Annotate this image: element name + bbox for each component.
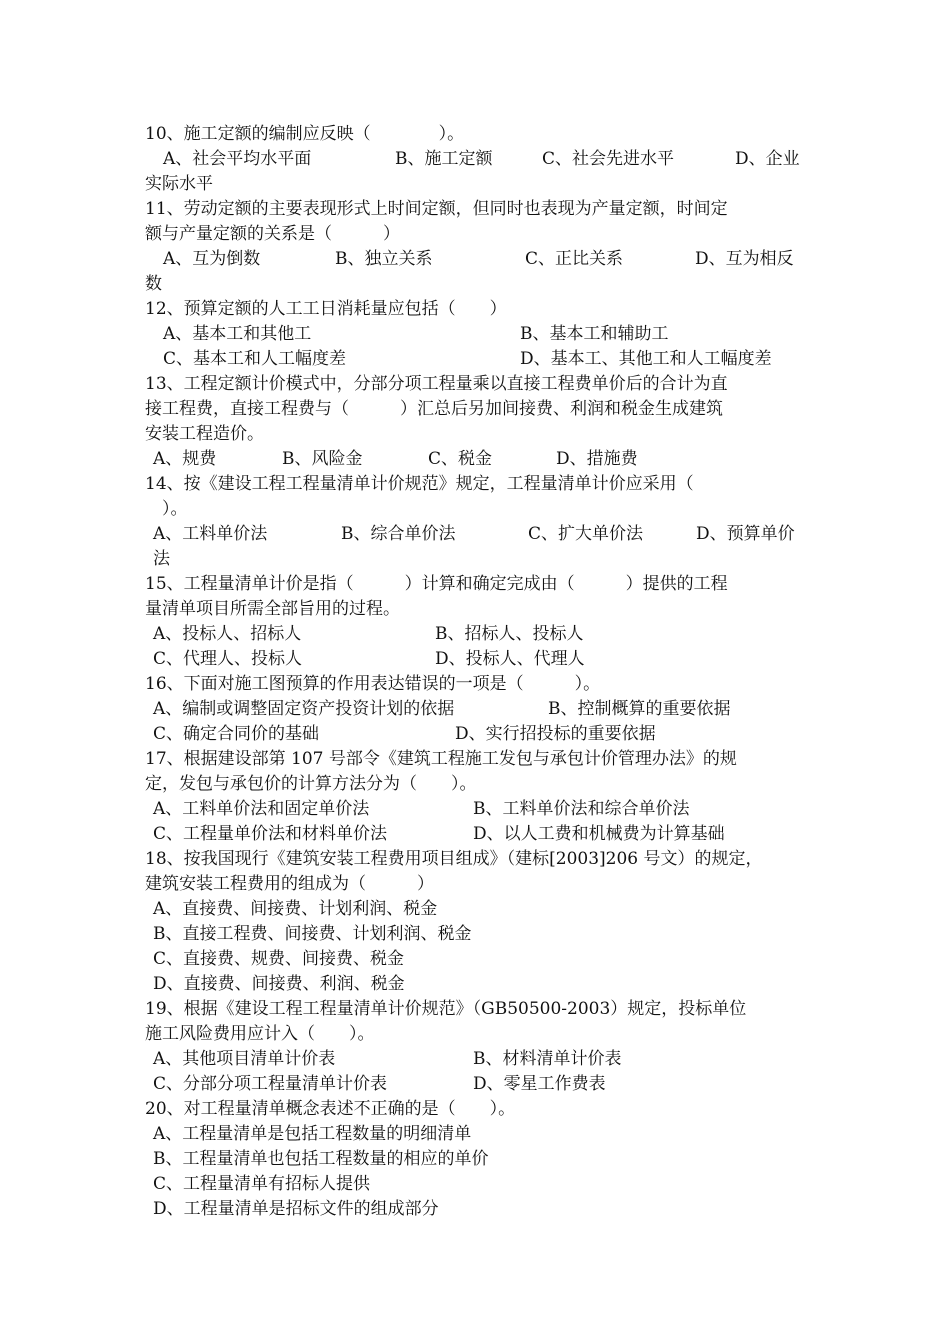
question-18-option-c: C、直接费、规费、间接费、税金	[153, 949, 405, 969]
question-17-options-row-1	[145, 797, 817, 822]
question-11-stem-line-1: 11、劳动定额的主要表现形式上时间定额，但同时也表现为产量定额，时间定	[145, 199, 728, 219]
question-16-stem: 16、下面对施工图预算的作用表达错误的一项是（ ）。	[145, 674, 601, 694]
question-12-stem: 12、预算定额的人工工日消耗量应包括（ ）	[145, 299, 507, 319]
question-10-option-c: C、社会先进水平	[542, 149, 675, 169]
question-10-stem: 10、施工定额的编制应反映（ ）。	[145, 124, 465, 144]
question-13-stem-line-1: 13、工程定额计价模式中，分部分项工程量乘以直接工程费单价后的合计为直	[145, 374, 728, 394]
question-12-option-a: A、基本工和其他工	[163, 324, 312, 344]
question-12-options-row-2	[145, 347, 817, 372]
question-19-option-b: B、材料清单计价表	[473, 1049, 622, 1069]
question-14-option-wrap: 法	[153, 549, 170, 569]
question-15-option-a: A、投标人、招标人	[153, 624, 302, 644]
question-19-option-a: A、其他项目清单计价表	[153, 1049, 336, 1069]
question-14-options-row	[145, 522, 817, 547]
question-15-options-row-2	[145, 647, 817, 672]
question-14-option-c: C、扩大单价法	[528, 524, 644, 544]
question-13-stem-line-3: 安装工程造价。	[145, 424, 264, 444]
question-20-option-a: A、工程量清单是包括工程数量的明细清单	[153, 1124, 472, 1144]
question-17-stem-line-1: 17、根据建设部第 107 号部令《建筑工程施工发包与承包计价管理办法》的规	[145, 749, 737, 769]
question-16-option-c: C、确定合同价的基础	[153, 724, 320, 744]
question-10-option-a: A、社会平均水平面	[163, 149, 312, 169]
question-16-options-row-1	[145, 697, 817, 722]
question-10-options-row	[145, 147, 817, 172]
question-13-option-c: C、税金	[428, 449, 493, 469]
question-19-stem-line-2: 施工风险费用应计入（ ）。	[145, 1024, 375, 1044]
question-16-option-a: A、编制或调整固定资产投资计划的依据	[153, 699, 455, 719]
question-19-stem-line-1: 19、根据《建设工程工程量清单计价规范》（GB50500-2003）规定，投标单位	[145, 999, 747, 1019]
question-11-option-b: B、独立关系	[335, 249, 433, 269]
question-14-option-a: A、工料单价法	[153, 524, 268, 544]
question-15-option-c: C、代理人、投标人	[153, 649, 303, 669]
question-18-stem-line-2: 建筑安装工程费用的组成为（ ）	[145, 874, 434, 894]
question-14-option-b: B、综合单价法	[341, 524, 456, 544]
question-16-options-row-2	[145, 722, 817, 747]
question-20-option-b: B、工程量清单也包括工程数量的相应的单价	[153, 1149, 489, 1169]
question-16-option-d: D、实行招投标的重要依据	[455, 724, 656, 744]
question-11-options-row	[145, 247, 817, 272]
question-18-stem-line-1: 18、按我国现行《建筑安装工程费用项目组成》（建标[2003]206 号文）的规定，	[145, 849, 763, 869]
question-17-stem-line-2: 定，发包与承包价的计算方法分为（ ）。	[145, 774, 477, 794]
question-12-option-b: B、基本工和辅助工	[520, 324, 669, 344]
question-13-options-row	[145, 447, 817, 472]
question-15-option-d: D、投标人、代理人	[435, 649, 585, 669]
question-17-option-c: C、工程量单价法和材料单价法	[153, 824, 388, 844]
question-15-stem-line-1: 15、工程量清单计价是指（ ）计算和确定完成由（ ）提供的工程	[145, 574, 728, 594]
question-17-option-d: D、以人工费和机械费为计算基础	[473, 824, 725, 844]
question-14-stem-line-2: ）。	[145, 499, 188, 519]
question-20-stem: 20、对工程量清单概念表述不正确的是（ ）。	[145, 1099, 516, 1119]
question-19-options-row-2	[145, 1072, 817, 1097]
question-13-option-a: A、规费	[153, 449, 217, 469]
question-18-option-d: D、直接费、间接费、利润、税金	[153, 974, 405, 994]
question-13-stem-line-2: 接工程费，直接工程费与（ ）汇总后另加间接费、利润和税金生成建筑	[145, 399, 723, 419]
question-19-option-c: C、分部分项工程量清单计价表	[153, 1074, 388, 1094]
question-10-option-d: D、企业	[735, 149, 800, 169]
question-18-option-a: A、直接费、间接费、计划利润、税金	[153, 899, 438, 919]
question-17-option-b: B、工料单价法和综合单价法	[473, 799, 690, 819]
question-12-option-c: C、基本工和人工幅度差	[163, 349, 347, 369]
question-16-option-b: B、控制概算的重要依据	[548, 699, 731, 719]
question-list	[145, 122, 817, 1222]
question-15-option-b: B、招标人、投标人	[435, 624, 584, 644]
question-14-stem-line-1: 14、按《建设工程工程量清单计价规范》规定，工程量清单计价应采用（	[145, 474, 694, 494]
question-13-option-d: D、措施费	[556, 449, 638, 469]
question-14-option-d: D、预算单价	[696, 524, 795, 544]
question-12-option-d: D、基本工、其他工和人工幅度差	[520, 349, 772, 369]
question-20-option-c: C、工程量清单有招标人提供	[153, 1174, 371, 1194]
question-11-option-a: A、互为倒数	[163, 249, 261, 269]
question-11-option-wrap: 数	[145, 274, 162, 294]
question-19-options-row-1	[145, 1047, 817, 1072]
question-18-option-b: B、直接工程费、间接费、计划利润、税金	[153, 924, 472, 944]
question-20-option-d: D、工程量清单是招标文件的组成部分	[153, 1199, 439, 1219]
question-17-options-row-2	[145, 822, 817, 847]
question-17-option-a: A、工料单价法和固定单价法	[153, 799, 370, 819]
question-12-options-row-1	[145, 322, 817, 347]
question-15-options-row-1	[145, 622, 817, 647]
question-15-stem-line-2: 量清单项目所需全部旨用的过程。	[145, 599, 400, 619]
question-10-option-wrap: 实际水平	[145, 174, 213, 194]
question-13-option-b: B、风险金	[282, 449, 363, 469]
question-19-option-d: D、零星工作费表	[473, 1074, 606, 1094]
question-10-option-b: B、施工定额	[395, 149, 493, 169]
question-11-stem-line-2: 额与产量定额的关系是（ ）	[145, 224, 400, 244]
question-11-option-c: C、正比关系	[525, 249, 624, 269]
question-11-option-d: D、互为相反	[695, 249, 794, 269]
